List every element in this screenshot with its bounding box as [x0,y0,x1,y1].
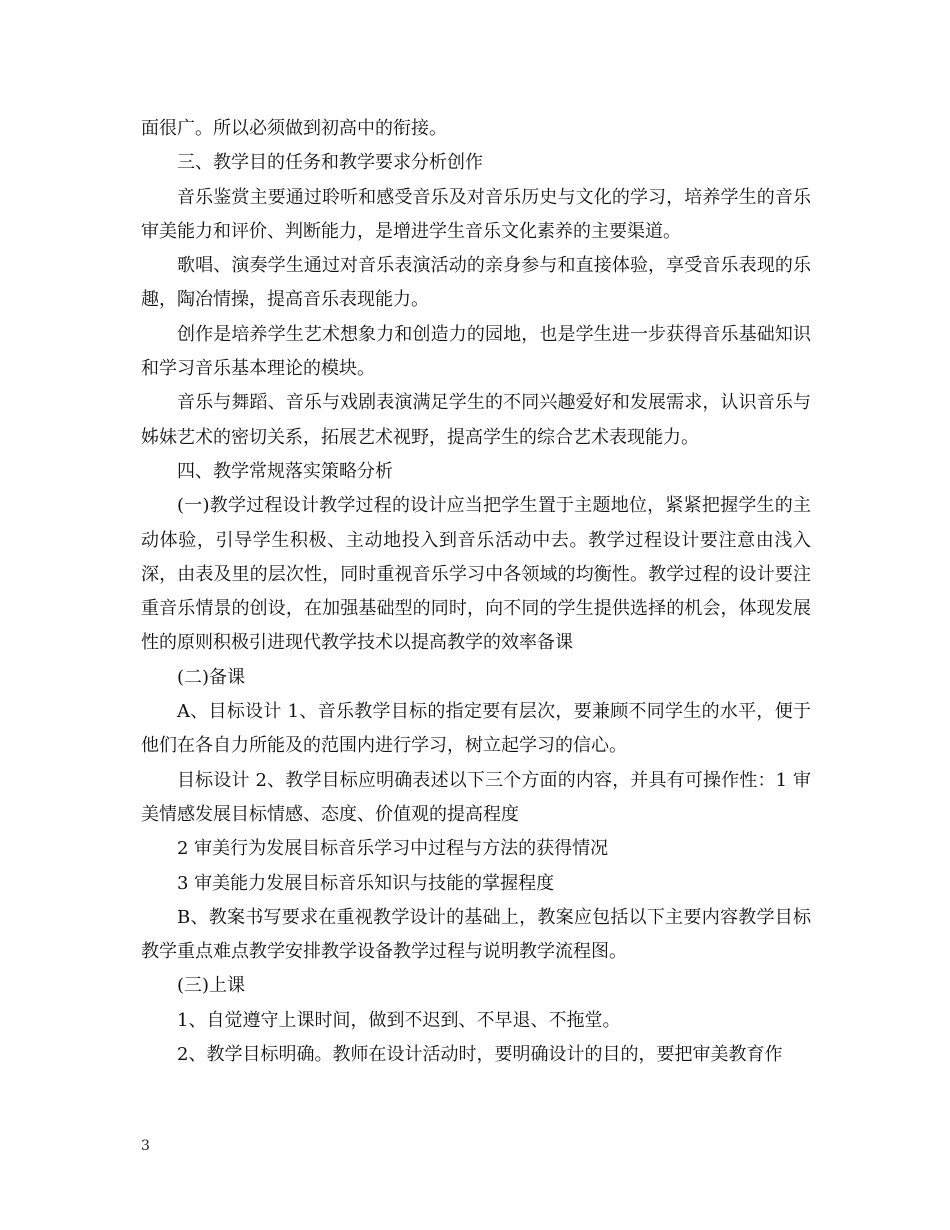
paragraph: 2 审美行为发展目标音乐学习中过程与方法的获得情况 [177,838,609,860]
page-number: 3 [141,1138,150,1154]
section-heading: 三、教学目的任务和教学要求分析创作 [177,152,483,174]
subsection-heading: (二)备课 [177,666,246,688]
subsection-heading: (三)上课 [177,975,246,997]
paragraph: 音乐与舞蹈、音乐与戏剧表演满足学生的不同兴趣爱好和发展需求，认识音乐与姊妹艺术的密切关系，拓展艺术视野，提高学生的综合艺术表现能力。 [141,392,811,448]
paragraph: 目标设计 2、教学目标应明确表述以下三个方面的内容，并具有可操作性：1 审美情感发展目标情感、态度、价值观的提高程度 [141,769,811,825]
paragraph: 面很广。所以必须做到初高中的衔接。 [141,118,447,139]
paragraph: B、教案书写要求在重视教学设计的基础上，教案应包括以下主要内容教学目标教学重点难点教学安排教学设备教学过程与说明教学流程图。 [141,906,811,963]
paragraph: (一)教学过程设计教学过程的设计应当把学生置于主题地位，紧紧把握学生的主动体验，引导学生积极、主动地投入到音乐活动中去。教学过程设计要注意由浅入深，由表及里的层次性，同时重视音乐学习中各领域的均衡性。教学过程的设计要注重音乐情景的创设，在加强基础型的同时，向不同的学生提供选择的机会，体现发展性的原则积极引进现代教学技术以提高教学的效率备课 [141,495,811,654]
paragraph: 2、教学目标明确。教师在设计活动时，要明确设计的目的，要把审美教育作 [177,1044,783,1066]
body-text [141,112,811,1072]
paragraph: 歌唱、演奏学生通过对音乐表演活动的亲身参与和直接体验，享受音乐表现的乐趣，陶冶情操，提高音乐表现能力。 [141,255,811,311]
paragraph: 1、自觉遵守上课时间，做到不迟到、不早退、不拖堂。 [177,1009,621,1031]
paragraph: A、目标设计 1、音乐教学目标的指定要有层次，要兼顾不同学生的水平，便于他们在各自力所能及的范围内进行学习，树立起学习的信心。 [141,701,811,757]
paragraph: 创作是培养学生艺术想象力和创造力的园地，也是学生进一步获得音乐基础知识和学习音乐基本理论的模块。 [141,323,811,380]
paragraph: 3 审美能力发展目标音乐知识与技能的掌握程度 [177,872,555,894]
section-heading: 四、教学常规落实策略分析 [177,460,393,482]
paragraph: 音乐鉴赏主要通过聆听和感受音乐及对音乐历史与文化的学习，培养学生的音乐审美能力和评价、判断能力，是增进学生音乐文化素养的主要渠道。 [141,186,811,242]
